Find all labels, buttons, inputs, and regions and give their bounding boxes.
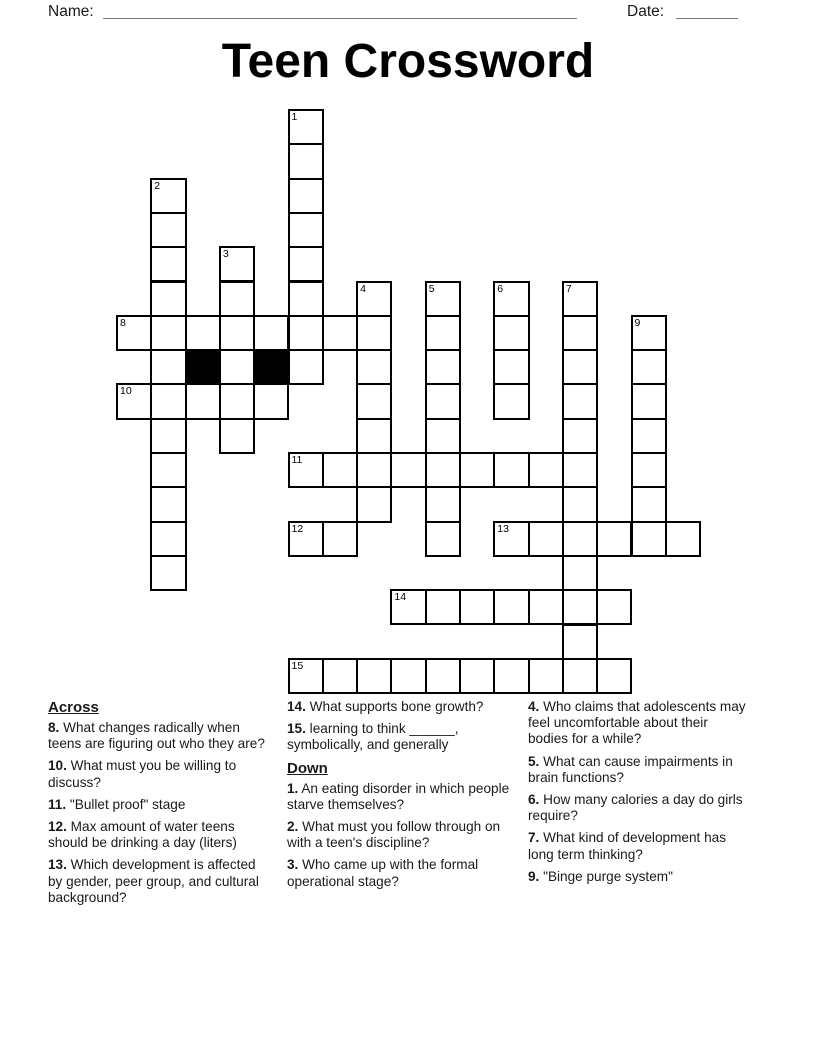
grid-cell[interactable] — [150, 383, 186, 419]
grid-cell[interactable] — [493, 315, 529, 351]
grid-cell[interactable] — [288, 349, 324, 385]
grid-cell[interactable] — [493, 281, 529, 317]
cell-number: 6 — [497, 282, 504, 295]
grid-cell[interactable] — [356, 315, 392, 351]
page-title: Teen Crossword — [221, 35, 595, 88]
grid-cell[interactable] — [562, 418, 598, 454]
grid-cell[interactable] — [528, 521, 564, 557]
clue-number: 1. — [287, 780, 299, 796]
grid-cell[interactable] — [596, 589, 632, 625]
grid-cell[interactable] — [288, 658, 324, 694]
grid-cell[interactable] — [562, 452, 598, 488]
cell-number: 1 — [291, 111, 298, 123]
grid-cell[interactable] — [390, 589, 426, 625]
grid-cell[interactable] — [150, 349, 186, 385]
clue-number: 6. — [528, 792, 540, 808]
grid-cell[interactable] — [528, 589, 564, 625]
clue-down-4 — [528, 699, 750, 748]
grid-cell[interactable] — [288, 521, 324, 557]
grid-cell[interactable] — [288, 212, 324, 248]
grid-cell[interactable] — [425, 452, 461, 488]
name-label: Name: — [48, 3, 94, 20]
cell-number: 13 — [497, 522, 509, 535]
grid-cell[interactable] — [528, 658, 564, 694]
clue-number: 15. — [287, 721, 306, 737]
grid-cell[interactable] — [425, 658, 461, 694]
clue-number: 11. — [48, 796, 67, 812]
clues-column-2 — [287, 699, 515, 896]
grid-cell[interactable] — [425, 418, 461, 454]
grid-cell[interactable] — [356, 418, 392, 454]
grid-cell[interactable] — [288, 315, 324, 351]
clue-number: 10. — [48, 758, 67, 774]
cell-number: 15 — [291, 659, 304, 672]
clue-down-1 — [287, 781, 515, 813]
grid-cell[interactable] — [459, 589, 495, 625]
grid-cell[interactable] — [219, 281, 255, 317]
grid-cell[interactable] — [596, 521, 632, 557]
clue-text: What kind of development has long term thinking? — [528, 830, 726, 862]
grid-cell[interactable] — [288, 246, 324, 282]
grid-cell[interactable] — [116, 383, 152, 419]
grid-cell[interactable] — [219, 315, 255, 351]
clue-text: What must you follow through on with a teen's discipline? — [287, 819, 501, 851]
grid-cell[interactable] — [562, 281, 598, 317]
down-header: Down — [287, 759, 328, 777]
clue-down-6 — [528, 792, 750, 824]
grid-cell[interactable] — [425, 589, 461, 625]
clue-across-15 — [287, 721, 515, 753]
cell-number: 12 — [291, 522, 304, 535]
grid-cell[interactable] — [425, 383, 461, 419]
clue-text: An eating disorder in which people starve themselves? — [287, 780, 510, 812]
clue-text: Which development is affected by gender, peer group, and cultural background? — [48, 857, 259, 905]
clue-text: Who came up with the formal operational stage? — [287, 857, 479, 889]
grid-cell[interactable] — [631, 418, 667, 454]
date-label: Date: — [627, 3, 665, 20]
grid-cell[interactable] — [631, 349, 667, 385]
cell-number: 10 — [120, 385, 132, 398]
grid-cell[interactable] — [493, 383, 529, 419]
grid-cell[interactable] — [493, 349, 529, 385]
grid-cell[interactable] — [665, 521, 701, 557]
grid-cell[interactable] — [631, 486, 667, 522]
grid-cell[interactable] — [459, 452, 495, 488]
clue-down-9 — [528, 869, 750, 885]
clue-number: 14. — [287, 699, 306, 714]
black-cell — [253, 349, 289, 385]
grid-cell[interactable] — [322, 658, 358, 694]
grid-cell[interactable] — [493, 521, 529, 557]
grid-cell[interactable] — [288, 178, 324, 214]
clues-column-3 — [528, 699, 750, 891]
clue-number: 7. — [528, 830, 540, 846]
grid-cell[interactable] — [562, 521, 598, 557]
clue-number: 2. — [287, 819, 299, 835]
grid-cell[interactable] — [150, 452, 186, 488]
grid-cell[interactable] — [631, 452, 667, 488]
clue-across-10 — [48, 758, 270, 790]
grid-cell[interactable] — [356, 452, 392, 488]
grid-cell[interactable] — [116, 315, 152, 351]
cell-number: 2 — [154, 179, 161, 192]
grid-cell[interactable] — [528, 452, 564, 488]
clue-text: learning to think ______, symbolically, and generally — [287, 721, 459, 753]
grid-cell[interactable] — [631, 521, 667, 557]
cell-number: 8 — [120, 316, 126, 329]
cell-number: 7 — [565, 282, 572, 295]
grid-cell[interactable] — [150, 246, 186, 282]
grid-cell[interactable] — [493, 589, 529, 625]
grid-cell[interactable] — [562, 555, 598, 591]
black-cell — [185, 349, 221, 385]
grid-cell[interactable] — [322, 521, 358, 557]
grid-cell[interactable] — [219, 246, 255, 282]
clue-number: 12. — [48, 819, 67, 835]
cell-number: 5 — [428, 282, 435, 295]
clue-down-5 — [528, 754, 750, 786]
clue-across-13 — [48, 857, 270, 906]
clue-number: 4. — [528, 699, 540, 714]
grid-cell[interactable] — [356, 349, 392, 385]
grid-cell[interactable] — [288, 452, 324, 488]
clue-down-3 — [287, 857, 515, 889]
grid-cell[interactable] — [150, 281, 186, 317]
clue-text: How many calories a day do girls require? — [528, 792, 743, 824]
grid-cell[interactable] — [459, 658, 495, 694]
cell-number: 9 — [634, 316, 641, 329]
grid-cell[interactable] — [356, 383, 392, 419]
grid-cell[interactable] — [288, 281, 324, 317]
grid-cell[interactable] — [562, 658, 598, 694]
grid-cell[interactable] — [425, 281, 461, 317]
grid-cell[interactable] — [631, 315, 667, 351]
grid-cell[interactable] — [356, 658, 392, 694]
grid-cell[interactable] — [356, 281, 392, 317]
grid-cell[interactable] — [288, 109, 324, 145]
clue-text: Who claims that adolescents may feel uncomfortable about their bodies for a while? — [528, 699, 746, 747]
clue-text: "Bullet proof" stage — [66, 796, 186, 812]
clue-number: 5. — [528, 753, 540, 769]
clue-text: What must you be willing to discuss? — [48, 758, 237, 790]
grid-cell[interactable] — [150, 555, 186, 591]
cell-number: 14 — [394, 591, 407, 604]
grid-cell[interactable] — [356, 486, 392, 522]
grid-cell[interactable] — [253, 383, 289, 419]
clue-across-8 — [48, 720, 270, 752]
grid-cell[interactable] — [185, 383, 221, 419]
cell-number: 11 — [291, 454, 303, 466]
grid-cell[interactable] — [219, 349, 255, 385]
grid-cell[interactable] — [288, 143, 324, 179]
grid-cell[interactable] — [425, 521, 461, 557]
clue-text: What can cause impairments in brain functions? — [528, 753, 733, 785]
clue-across-12 — [48, 819, 270, 851]
grid-cell[interactable] — [322, 315, 358, 351]
grid-cell[interactable] — [425, 349, 461, 385]
clue-down-7 — [528, 830, 750, 862]
grid-cell[interactable] — [150, 521, 186, 557]
clue-text: Max amount of water teens should be drinking a day (liters) — [48, 819, 237, 851]
clue-across-14 — [287, 699, 515, 715]
grid-cell[interactable] — [185, 315, 221, 351]
grid-cell[interactable] — [562, 349, 598, 385]
clue-down-2 — [287, 819, 515, 851]
grid-cell[interactable] — [322, 452, 358, 488]
clue-across-11 — [48, 797, 270, 813]
clue-number: 13. — [48, 857, 67, 873]
grid-cell[interactable] — [150, 212, 186, 248]
grid-cell[interactable] — [425, 315, 461, 351]
grid-cell[interactable] — [253, 315, 289, 351]
grid-cell[interactable] — [219, 383, 255, 419]
grid-cell[interactable] — [150, 315, 186, 351]
cell-number: 4 — [360, 282, 366, 295]
grid-cell[interactable] — [562, 315, 598, 351]
grid-cell[interactable] — [390, 452, 426, 488]
clue-text: What changes radically when teens are figuring out who they are? — [48, 720, 265, 752]
clue-number: 9. — [528, 868, 540, 884]
grid-cell[interactable] — [493, 658, 529, 694]
clue-number: 3. — [287, 857, 299, 873]
grid-cell[interactable] — [562, 383, 598, 419]
grid-cell[interactable] — [219, 418, 255, 454]
grid-cell[interactable] — [150, 178, 186, 214]
clues-column-1 — [48, 699, 270, 912]
grid-cell[interactable] — [390, 658, 426, 694]
grid-cell[interactable] — [562, 486, 598, 522]
grid-cell[interactable] — [562, 624, 598, 660]
grid-cell[interactable] — [562, 589, 598, 625]
grid-cell[interactable] — [150, 418, 186, 454]
grid-cell[interactable] — [493, 452, 529, 488]
cell-number: 3 — [222, 248, 229, 261]
grid-cell[interactable] — [425, 486, 461, 522]
grid-cell[interactable] — [631, 383, 667, 419]
clue-number: 8. — [48, 720, 60, 735]
clue-text: What supports bone growth? — [305, 699, 484, 714]
clue-text: "Binge purge system" — [539, 868, 673, 884]
grid-cell[interactable] — [596, 658, 632, 694]
across-header: Across — [48, 699, 99, 716]
grid-cell[interactable] — [150, 486, 186, 522]
